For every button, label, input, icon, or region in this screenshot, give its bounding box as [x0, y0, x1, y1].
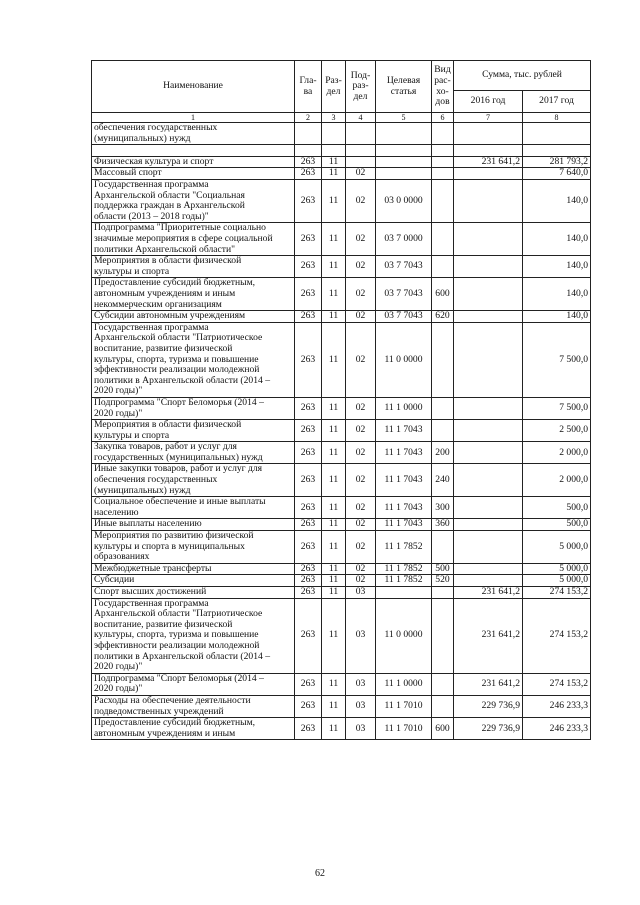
cell-glava: 263 — [295, 397, 322, 419]
cell-glava: 263 — [295, 156, 322, 168]
cell-sum-2016 — [454, 168, 523, 180]
header-glava: Гла- ва — [295, 61, 322, 113]
cell-podrazdel: 02 — [346, 322, 376, 397]
table-row — [92, 145, 591, 157]
header-tselevaya-statya: Целевая статья — [376, 61, 432, 113]
cell-name: Подпрограмма "Спорт Беломорья (2014 – 2020 годы)" — [92, 673, 295, 695]
cell-sum-2016 — [454, 311, 523, 323]
table-row — [92, 442, 591, 464]
cell-razdel — [322, 145, 346, 157]
cell-glava: 263 — [295, 575, 322, 587]
cell-sum-2017: 7 500,0 — [523, 322, 591, 397]
cell-podrazdel: 02 — [346, 563, 376, 575]
cell-glava: 263 — [295, 497, 322, 519]
table-row — [92, 322, 591, 397]
cell-sum-2017: 274 153,2 — [523, 587, 591, 599]
header-name: Наименование — [92, 61, 295, 113]
table-row — [92, 718, 591, 740]
cell-tselevaya-statya: 03 7 0000 — [376, 223, 432, 256]
table-row — [92, 123, 591, 145]
cell-name: Физическая культура и спорт — [92, 156, 295, 168]
cell-sum-2017: 246 233,3 — [523, 696, 591, 718]
cell-vid-rashodov: 500 — [432, 563, 454, 575]
cell-razdel: 11 — [322, 179, 346, 222]
cell-tselevaya-statya: 11 1 7010 — [376, 718, 432, 740]
table-row — [92, 420, 591, 442]
table-row — [92, 223, 591, 256]
cell-sum-2017: 140,0 — [523, 278, 591, 311]
cell-vid-rashodov — [432, 179, 454, 222]
cell-podrazdel — [346, 145, 376, 157]
cell-name: Субсидии — [92, 575, 295, 587]
cell-vid-rashodov — [432, 145, 454, 157]
cell-vid-rashodov: 600 — [432, 278, 454, 311]
cell-name: Государственная программа Архангельской области "Патриотическое воспитание, развитие физической культуры, спорта, туризма и повышение эффективности реализации молодежной политики в Архангельской области (2014 – 2020 годы)" — [92, 322, 295, 397]
cell-sum-2016 — [454, 563, 523, 575]
column-number-row — [92, 113, 591, 123]
cell-name: Предоставление субсидий бюджетным, автономным учреждениям и иным — [92, 718, 295, 740]
cell-podrazdel: 02 — [346, 311, 376, 323]
cell-name: Мероприятия в области физической культуры и спорта — [92, 256, 295, 278]
cell-glava — [295, 145, 322, 157]
cell-razdel: 11 — [322, 587, 346, 599]
cell-tselevaya-statya — [376, 587, 432, 599]
cell-name: Иные закупки товаров, работ и услуг для обеспечения государственных (муниципальных) нужд — [92, 464, 295, 497]
header-razdel: Раз- дел — [322, 61, 346, 113]
cell-vid-rashodov: 520 — [432, 575, 454, 587]
cell-sum-2016 — [454, 123, 523, 145]
table-row — [92, 587, 591, 599]
cell-vid-rashodov — [432, 322, 454, 397]
cell-sum-2016 — [454, 531, 523, 564]
cell-podrazdel: 02 — [346, 519, 376, 531]
cell-tselevaya-statya: 11 1 7852 — [376, 563, 432, 575]
cell-name: Закупка товаров, работ и услуг для государственных (муниципальных) нужд — [92, 442, 295, 464]
cell-sum-2017: 140,0 — [523, 179, 591, 222]
cell-glava: 263 — [295, 718, 322, 740]
column-number: 1 — [92, 113, 295, 123]
cell-tselevaya-statya: 11 1 7043 — [376, 442, 432, 464]
cell-tselevaya-statya: 11 1 7852 — [376, 575, 432, 587]
cell-podrazdel: 02 — [346, 168, 376, 180]
column-number: 6 — [432, 113, 454, 123]
column-number: 5 — [376, 113, 432, 123]
column-number: 7 — [454, 113, 523, 123]
cell-glava: 263 — [295, 256, 322, 278]
cell-name: Массовый спорт — [92, 168, 295, 180]
table-row — [92, 256, 591, 278]
cell-sum-2017 — [523, 123, 591, 145]
cell-vid-rashodov: 600 — [432, 718, 454, 740]
cell-vid-rashodov — [432, 696, 454, 718]
cell-razdel: 11 — [322, 563, 346, 575]
cell-glava: 263 — [295, 179, 322, 222]
cell-tselevaya-statya: 11 1 7043 — [376, 497, 432, 519]
cell-sum-2016: 231 641,2 — [454, 156, 523, 168]
cell-podrazdel: 02 — [346, 464, 376, 497]
table-row — [92, 278, 591, 311]
cell-tselevaya-statya: 11 1 0000 — [376, 397, 432, 419]
cell-podrazdel — [346, 123, 376, 145]
cell-sum-2016 — [454, 256, 523, 278]
cell-vid-rashodov — [432, 420, 454, 442]
cell-name: Иные выплаты населению — [92, 519, 295, 531]
cell-name: Подпрограмма "Приоритетные социально значимые мероприятия в сфере социальной политики Архангельской области" — [92, 223, 295, 256]
table-row — [92, 464, 591, 497]
table-row — [92, 519, 591, 531]
cell-vid-rashodov: 240 — [432, 464, 454, 497]
cell-sum-2016: 231 641,2 — [454, 587, 523, 599]
cell-sum-2016: 229 736,9 — [454, 696, 523, 718]
cell-tselevaya-statya — [376, 145, 432, 157]
cell-vid-rashodov — [432, 598, 454, 673]
cell-razdel: 11 — [322, 696, 346, 718]
cell-sum-2016 — [454, 519, 523, 531]
cell-sum-2016 — [454, 179, 523, 222]
table-row — [92, 598, 591, 673]
cell-glava: 263 — [295, 311, 322, 323]
cell-tselevaya-statya — [376, 168, 432, 180]
cell-tselevaya-statya: 11 1 7043 — [376, 464, 432, 497]
cell-sum-2017: 7 640,0 — [523, 168, 591, 180]
cell-sum-2016 — [454, 464, 523, 497]
cell-vid-rashodov — [432, 156, 454, 168]
cell-sum-2016: 231 641,2 — [454, 673, 523, 695]
cell-vid-rashodov — [432, 256, 454, 278]
budget-table-page — [91, 60, 590, 740]
cell-glava: 263 — [295, 464, 322, 497]
column-number: 8 — [523, 113, 591, 123]
cell-razdel: 11 — [322, 464, 346, 497]
cell-razdel: 11 — [322, 322, 346, 397]
cell-razdel: 11 — [322, 442, 346, 464]
cell-podrazdel: 03 — [346, 587, 376, 599]
table-row — [92, 168, 591, 180]
cell-tselevaya-statya: 11 1 7852 — [376, 531, 432, 564]
table-row — [92, 673, 591, 695]
cell-name: Государственная программа Архангельской области "Социальная поддержка граждан в Архангельской области (2013 – 2018 годы)" — [92, 179, 295, 222]
table-row — [92, 563, 591, 575]
header-vid-rashodov: Вид рас- хо- дов — [432, 61, 454, 113]
cell-glava: 263 — [295, 442, 322, 464]
cell-sum-2017: 500,0 — [523, 497, 591, 519]
page-number: 62 — [315, 868, 325, 879]
header-podrazdel: Под- раз- дел — [346, 61, 376, 113]
cell-vid-rashodov — [432, 397, 454, 419]
cell-name: Субсидии автономным учреждениям — [92, 311, 295, 323]
cell-vid-rashodov — [432, 123, 454, 145]
table-row — [92, 397, 591, 419]
cell-tselevaya-statya: 03 0 0000 — [376, 179, 432, 222]
cell-tselevaya-statya: 11 1 7043 — [376, 519, 432, 531]
cell-podrazdel: 02 — [346, 531, 376, 564]
cell-podrazdel: 03 — [346, 598, 376, 673]
cell-podrazdel — [346, 156, 376, 168]
cell-sum-2016 — [454, 420, 523, 442]
cell-glava: 263 — [295, 278, 322, 311]
header-year-2016: 2016 год — [454, 91, 523, 113]
cell-glava: 263 — [295, 322, 322, 397]
cell-sum-2017: 274 153,2 — [523, 598, 591, 673]
cell-sum-2017: 274 153,2 — [523, 673, 591, 695]
cell-sum-2017: 5 000,0 — [523, 531, 591, 564]
cell-sum-2017: 2 000,0 — [523, 442, 591, 464]
cell-razdel — [322, 123, 346, 145]
cell-tselevaya-statya — [376, 123, 432, 145]
cell-sum-2017: 140,0 — [523, 256, 591, 278]
cell-vid-rashodov — [432, 673, 454, 695]
cell-sum-2017 — [523, 145, 591, 157]
cell-razdel: 11 — [322, 497, 346, 519]
cell-sum-2016: 229 736,9 — [454, 718, 523, 740]
cell-name: Социальное обеспечение и иные выплаты населению — [92, 497, 295, 519]
cell-glava: 263 — [295, 598, 322, 673]
cell-podrazdel: 02 — [346, 575, 376, 587]
cell-tselevaya-statya: 03 7 7043 — [376, 311, 432, 323]
cell-vid-rashodov — [432, 531, 454, 564]
cell-vid-rashodov: 300 — [432, 497, 454, 519]
cell-tselevaya-statya: 03 7 7043 — [376, 256, 432, 278]
cell-glava: 263 — [295, 168, 322, 180]
header-year-2017: 2017 год — [523, 91, 591, 113]
cell-glava: 263 — [295, 223, 322, 256]
cell-sum-2017: 281 793,2 — [523, 156, 591, 168]
column-number: 3 — [322, 113, 346, 123]
cell-sum-2016: 231 641,2 — [454, 598, 523, 673]
cell-razdel: 11 — [322, 598, 346, 673]
cell-tselevaya-statya: 03 7 7043 — [376, 278, 432, 311]
table-row — [92, 156, 591, 168]
cell-glava — [295, 123, 322, 145]
cell-sum-2016 — [454, 397, 523, 419]
cell-glava: 263 — [295, 563, 322, 575]
cell-sum-2017: 7 500,0 — [523, 397, 591, 419]
cell-razdel: 11 — [322, 519, 346, 531]
cell-razdel: 11 — [322, 223, 346, 256]
cell-podrazdel: 02 — [346, 256, 376, 278]
cell-glava: 263 — [295, 696, 322, 718]
cell-sum-2016 — [454, 223, 523, 256]
cell-name: Предоставление субсидий бюджетным, автономным учреждениям и иным некоммерческим организациям — [92, 278, 295, 311]
cell-vid-rashodov: 200 — [432, 442, 454, 464]
cell-razdel: 11 — [322, 718, 346, 740]
cell-podrazdel: 03 — [346, 673, 376, 695]
cell-razdel: 11 — [322, 397, 346, 419]
cell-vid-rashodov — [432, 587, 454, 599]
cell-vid-rashodov — [432, 223, 454, 256]
cell-podrazdel: 02 — [346, 397, 376, 419]
cell-podrazdel: 02 — [346, 179, 376, 222]
table-row — [92, 497, 591, 519]
cell-name: Государственная программа Архангельской области "Патриотическое воспитание, развитие физической культуры, спорта, туризма и повышение эффективности реализации молодежной политики в Архангельской области (2014 – 2020 годы)" — [92, 598, 295, 673]
cell-sum-2017: 5 000,0 — [523, 575, 591, 587]
cell-glava: 263 — [295, 420, 322, 442]
cell-vid-rashodov: 620 — [432, 311, 454, 323]
table-row — [92, 311, 591, 323]
cell-sum-2017: 2 000,0 — [523, 464, 591, 497]
cell-podrazdel: 02 — [346, 420, 376, 442]
cell-sum-2016 — [454, 442, 523, 464]
column-number: 2 — [295, 113, 322, 123]
table-row — [92, 179, 591, 222]
cell-razdel: 11 — [322, 531, 346, 564]
cell-tselevaya-statya — [376, 156, 432, 168]
cell-razdel: 11 — [322, 168, 346, 180]
cell-sum-2016 — [454, 322, 523, 397]
cell-sum-2017: 140,0 — [523, 311, 591, 323]
cell-razdel: 11 — [322, 156, 346, 168]
cell-name: Спорт высших достижений — [92, 587, 295, 599]
cell-sum-2017: 246 233,3 — [523, 718, 591, 740]
cell-name: Мероприятия в области физической культуры и спорта — [92, 420, 295, 442]
cell-tselevaya-statya: 11 1 7043 — [376, 420, 432, 442]
cell-tselevaya-statya: 11 1 0000 — [376, 673, 432, 695]
column-number: 4 — [346, 113, 376, 123]
cell-tselevaya-statya: 11 0 0000 — [376, 598, 432, 673]
header-summa: Сумма, тыс. рублей — [454, 61, 591, 91]
cell-sum-2017: 500,0 — [523, 519, 591, 531]
table-row — [92, 575, 591, 587]
cell-razdel: 11 — [322, 278, 346, 311]
cell-sum-2016 — [454, 497, 523, 519]
table-body — [92, 123, 591, 740]
cell-razdel: 11 — [322, 420, 346, 442]
cell-vid-rashodov — [432, 168, 454, 180]
cell-razdel: 11 — [322, 575, 346, 587]
cell-sum-2017: 2 500,0 — [523, 420, 591, 442]
cell-podrazdel: 03 — [346, 718, 376, 740]
cell-name: Межбюджетные трансферты — [92, 563, 295, 575]
cell-sum-2016 — [454, 145, 523, 157]
cell-sum-2016 — [454, 278, 523, 311]
cell-razdel: 11 — [322, 673, 346, 695]
cell-razdel: 11 — [322, 256, 346, 278]
cell-tselevaya-statya: 11 1 7010 — [376, 696, 432, 718]
table-row — [92, 696, 591, 718]
cell-razdel: 11 — [322, 311, 346, 323]
budget-table — [91, 60, 591, 740]
cell-glava: 263 — [295, 587, 322, 599]
cell-podrazdel: 02 — [346, 497, 376, 519]
cell-glava: 263 — [295, 531, 322, 564]
table-row — [92, 531, 591, 564]
cell-name: Расходы на обеспечение деятельности подведомственных учреждений — [92, 696, 295, 718]
cell-tselevaya-statya: 11 0 0000 — [376, 322, 432, 397]
cell-sum-2017: 5 000,0 — [523, 563, 591, 575]
cell-sum-2017: 140,0 — [523, 223, 591, 256]
cell-podrazdel: 02 — [346, 442, 376, 464]
cell-name — [92, 145, 295, 157]
cell-podrazdel: 03 — [346, 696, 376, 718]
cell-sum-2016 — [454, 575, 523, 587]
cell-name: обеспечения государственных (муниципальных) нужд — [92, 123, 295, 145]
cell-name: Подпрограмма "Спорт Беломорья (2014 – 2020 годы)" — [92, 397, 295, 419]
cell-podrazdel: 02 — [346, 223, 376, 256]
cell-vid-rashodov: 360 — [432, 519, 454, 531]
cell-name: Мероприятия по развитию физической культуры и спорта в муниципальных образованиях — [92, 531, 295, 564]
cell-podrazdel: 02 — [346, 278, 376, 311]
cell-glava: 263 — [295, 673, 322, 695]
cell-glava: 263 — [295, 519, 322, 531]
